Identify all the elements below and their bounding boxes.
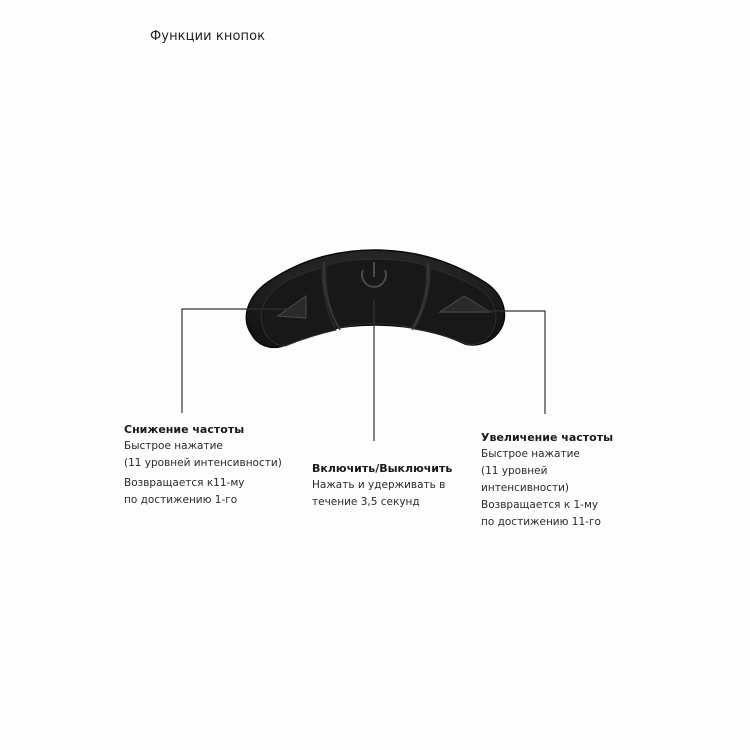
increase-line3: интенсивности) xyxy=(481,482,570,494)
increase-description xyxy=(481,429,613,531)
power-heading: Включить/Выключить xyxy=(312,462,453,475)
increase-line1: Быстрое нажатие xyxy=(481,448,580,460)
decrease-line2: (11 уровней интенсивности) xyxy=(124,457,282,469)
decrease-line4: по достижению 1-го xyxy=(124,494,238,506)
page-title: Функции кнопок xyxy=(150,29,266,44)
increase-line4: Возвращается к 1-му xyxy=(481,499,599,511)
power-description xyxy=(312,460,452,511)
decrease-description xyxy=(124,421,282,509)
increase-line2: (11 уровней xyxy=(481,465,548,477)
power-line1: Нажать и удерживать в xyxy=(312,479,446,491)
power-button[interactable] xyxy=(326,259,427,328)
decrease-line3: Возвращается к11-му xyxy=(124,477,245,489)
power-line2: течение 3,5 секунд xyxy=(312,496,420,508)
decrease-line1: Быстрое нажатие xyxy=(124,440,223,452)
decrease-heading: Снижение частоты xyxy=(124,423,245,436)
increase-line5: по достижению 11-го xyxy=(481,516,601,528)
increase-heading: Увеличение частоты xyxy=(481,431,614,444)
